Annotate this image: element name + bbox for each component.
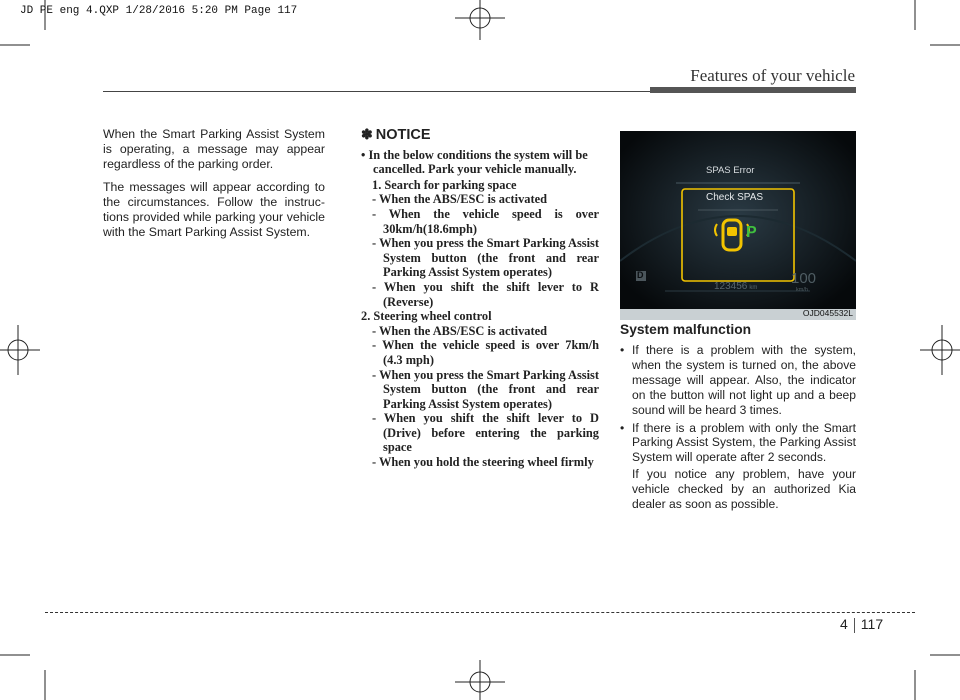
page-number — [840, 616, 883, 633]
notice-item: - When the ABS/ESC is activated — [372, 192, 547, 207]
notice-intro — [361, 148, 599, 177]
page-separator — [854, 618, 855, 633]
notice-intro-text: In the below conditions the system will be cancelled. Park your vehicle manually. — [368, 147, 588, 177]
speed-unit: km/h — [796, 287, 808, 293]
notice-group-1-title: 1. Search for parking space — [372, 177, 517, 192]
image-code: OJD045532L — [802, 308, 853, 318]
notice-title: NOTICE — [375, 127, 431, 143]
list-item-text: If there is a problem with only the Smart Parking Assist System, the Parking Assist System will operate after 2 seconds. — [632, 420, 856, 465]
odometer — [714, 281, 757, 292]
notice-group-2-title: 2. Steering wheel control — [361, 309, 492, 324]
screen-title: SPAS Error — [706, 165, 755, 176]
screen-message: Check SPAS — [706, 192, 764, 203]
print-header: JD PE eng 4.QXP 1/28/2016 5:20 PM Page 117 — [20, 5, 298, 17]
list-item — [620, 421, 856, 512]
list-item-text: If there is a problem with the system, when the system is turned on, the above message will appear. Also, the indicator on the button will not light up and a beep sound will be heard 3 times. — [632, 343, 856, 417]
chapter-number: 4 — [840, 616, 848, 632]
list-item-note: If you notice any problem, have your vehicle checked by an authorized Kia dealer as soon as possible. — [632, 467, 856, 512]
bullet-icon: • — [620, 420, 625, 435]
section-title: Features of your vehicle — [690, 66, 855, 85]
cluster-display-figure — [620, 131, 856, 320]
intro-paragraph-2: The messages will appear according to the circumstances. Follow the instruc- tions provided while parking your vehicle with the Smart Parking Assist System. — [103, 180, 325, 239]
notice-item: - When the ABS/ESC is activated — [372, 323, 547, 338]
malfunction-list — [620, 343, 856, 515]
notice-box — [361, 127, 599, 470]
bullet-icon: • — [361, 147, 366, 162]
registration-mark-bottom — [455, 660, 505, 700]
park-letter: P — [746, 224, 757, 241]
malfunction-heading: System malfunction — [620, 322, 752, 337]
notice-item: - When you press the Smart Parking Assist System button (the front and rear Parking Assist System operates) — [372, 236, 599, 280]
list-item — [620, 343, 856, 418]
footer-rule — [45, 612, 915, 613]
bullet-icon: • — [620, 343, 625, 357]
page-number-value: 117 — [860, 616, 884, 632]
speed-readout: 100 — [791, 270, 817, 287]
notice-item: - When the vehicle speed is over 30km/h(18.6mph) — [372, 206, 599, 236]
odometer-unit: km — [749, 285, 758, 291]
notice-icon: ✽ — [361, 126, 373, 142]
notice-item: - When you shift the shift lever to R (Reverse) — [372, 279, 599, 309]
intro-paragraph-1: When the Smart Parking Assist System is operating, a message may appear regardless of the parking order. — [103, 127, 325, 171]
registration-mark-left — [0, 325, 40, 375]
gear-letter: D — [637, 270, 644, 280]
notice-item: - When you hold the steering wheel firmly — [372, 455, 594, 470]
registration-mark-right — [920, 325, 960, 375]
notice-item: - When you shift the shift lever to D (Drive) before entering the parking space — [372, 411, 599, 455]
intro-column — [103, 127, 325, 248]
notice-item: - When the vehicle speed is over 7km/h (4.3 mph) — [372, 338, 599, 367]
notice-item: - When you press the Smart Parking Assist System button (the front and rear Parking Assist System operates) — [372, 367, 599, 411]
notice-heading — [361, 127, 599, 143]
registration-mark-top — [455, 0, 505, 40]
odometer-value: 123456 — [714, 281, 748, 292]
header-rule-accent — [650, 87, 856, 93]
